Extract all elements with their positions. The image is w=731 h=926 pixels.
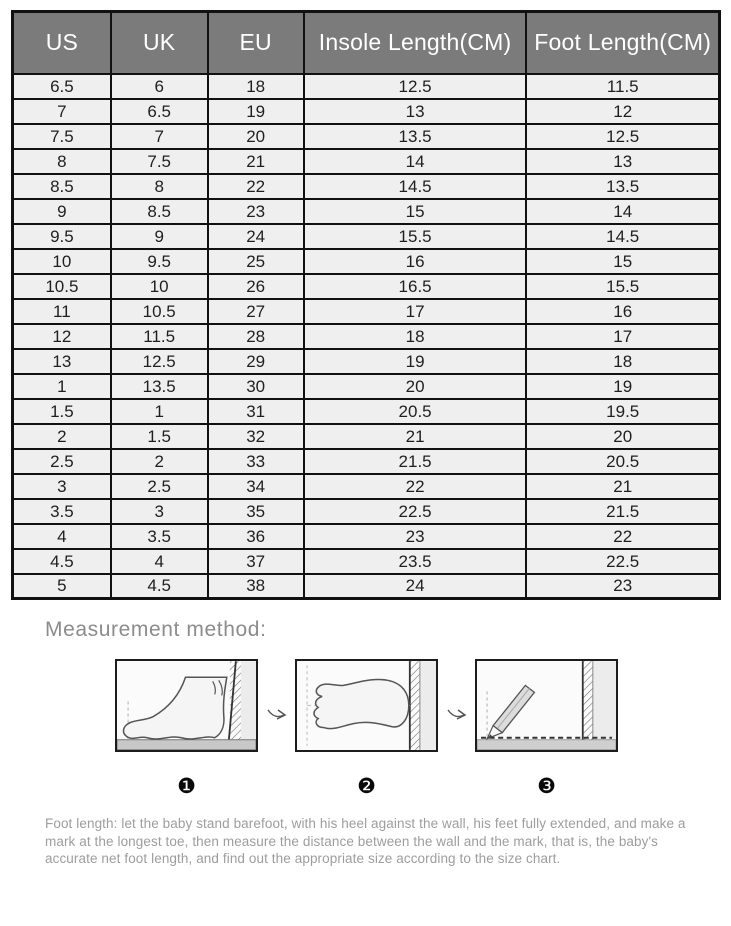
table-cell: 19.5 xyxy=(526,399,719,424)
table-cell: 2 xyxy=(13,424,111,449)
table-cell: 11.5 xyxy=(526,74,719,99)
table-cell: 6.5 xyxy=(13,74,111,99)
table-cell: 15.5 xyxy=(526,274,719,299)
table-cell: 11.5 xyxy=(111,324,208,349)
table-cell: 16 xyxy=(304,249,527,274)
table-cell: 10.5 xyxy=(13,274,111,299)
table-cell: 12 xyxy=(13,324,111,349)
column-header: UK xyxy=(111,12,208,74)
table-row xyxy=(13,124,720,149)
table-cell: 14 xyxy=(526,199,719,224)
table-cell: 37 xyxy=(208,549,304,574)
table-row xyxy=(13,399,720,424)
table-cell: 14 xyxy=(304,149,527,174)
table-cell: 13 xyxy=(526,149,719,174)
table-cell: 14.5 xyxy=(526,224,719,249)
table-cell: 22 xyxy=(208,174,304,199)
table-cell: 35 xyxy=(208,499,304,524)
pencil-icon xyxy=(477,661,616,750)
table-cell: 2 xyxy=(111,449,208,474)
table-cell: 17 xyxy=(526,324,719,349)
table-cell: 22 xyxy=(526,524,719,549)
table-cell: 21 xyxy=(526,474,719,499)
table-row xyxy=(13,224,720,249)
table-cell: 13 xyxy=(304,99,527,124)
table-row xyxy=(13,499,720,524)
measurement-description: Foot length: let the baby stand barefoot, with his heel against the wall, his feet fully extended, and make a mark at the longest toe, then measure the distance between the wall and the mark, that is, the baby's accurate net foot length, and find out the appropriate size according to the size chart. xyxy=(45,816,686,866)
table-cell: 21.5 xyxy=(304,449,527,474)
measurement-steps xyxy=(115,659,731,797)
table-cell: 10 xyxy=(111,274,208,299)
table-cell: 15 xyxy=(304,199,527,224)
table-cell: 20.5 xyxy=(526,449,719,474)
table-cell: 4.5 xyxy=(13,549,111,574)
table-cell: 38 xyxy=(208,574,304,599)
table-cell: 10.5 xyxy=(111,299,208,324)
measurement-method-heading: Measurement method: xyxy=(45,618,267,641)
table-cell: 12 xyxy=(526,99,719,124)
table-header-row xyxy=(13,12,720,74)
measurement-step-2 xyxy=(295,659,438,797)
table-cell: 19 xyxy=(526,374,719,399)
table-cell: 23 xyxy=(526,574,719,599)
table-cell: 12.5 xyxy=(111,349,208,374)
table-cell: 13 xyxy=(13,349,111,374)
next-step-arrow-icon xyxy=(438,707,475,722)
table-cell: 32 xyxy=(208,424,304,449)
table-cell: 7.5 xyxy=(13,124,111,149)
table-cell: 21.5 xyxy=(526,499,719,524)
table-cell: 9.5 xyxy=(13,224,111,249)
table-cell: 30 xyxy=(208,374,304,399)
table-cell: 23 xyxy=(208,199,304,224)
table-row xyxy=(13,549,720,574)
table-cell: 6.5 xyxy=(111,99,208,124)
table-row xyxy=(13,74,720,99)
table-cell: 8.5 xyxy=(13,174,111,199)
table-cell: 1 xyxy=(13,374,111,399)
table-cell: 26 xyxy=(208,274,304,299)
column-header: Foot Length(CM) xyxy=(526,12,719,74)
table-cell: 15.5 xyxy=(304,224,527,249)
step-2-badge: ❷ xyxy=(357,775,376,798)
step-1-badge: ❶ xyxy=(177,775,196,798)
table-row xyxy=(13,474,720,499)
table-cell: 9.5 xyxy=(111,249,208,274)
table-cell: 1.5 xyxy=(13,399,111,424)
next-step-arrow-icon xyxy=(258,707,295,722)
step-3-badge: ❸ xyxy=(537,775,556,798)
table-cell: 20.5 xyxy=(304,399,527,424)
table-cell: 20 xyxy=(526,424,719,449)
table-row xyxy=(13,174,720,199)
table-cell: 1 xyxy=(111,399,208,424)
table-cell: 2.5 xyxy=(13,449,111,474)
table-cell: 3 xyxy=(13,474,111,499)
table-cell: 13.5 xyxy=(111,374,208,399)
table-row xyxy=(13,299,720,324)
measurement-step-3 xyxy=(475,659,618,797)
table-cell: 31 xyxy=(208,399,304,424)
column-header: EU xyxy=(208,12,304,74)
table-cell: 8 xyxy=(111,174,208,199)
table-cell: 18 xyxy=(304,324,527,349)
table-cell: 7.5 xyxy=(111,149,208,174)
table-cell: 1.5 xyxy=(111,424,208,449)
table-cell: 18 xyxy=(208,74,304,99)
table-cell: 3.5 xyxy=(13,499,111,524)
table-row xyxy=(13,274,720,299)
table-cell: 4.5 xyxy=(111,574,208,599)
table-cell: 21 xyxy=(304,424,527,449)
table-row xyxy=(13,324,720,349)
table-cell: 5 xyxy=(13,574,111,599)
table-cell: 23.5 xyxy=(304,549,527,574)
pencil-mark-illustration xyxy=(475,659,618,752)
foot-side-view-illustration xyxy=(115,659,258,752)
table-cell: 20 xyxy=(208,124,304,149)
table-cell: 16.5 xyxy=(304,274,527,299)
table-cell: 28 xyxy=(208,324,304,349)
measurement-step-1 xyxy=(115,659,258,797)
foot-top-view-illustration xyxy=(295,659,438,752)
table-cell: 3 xyxy=(111,499,208,524)
table-cell: 13.5 xyxy=(304,124,527,149)
table-cell: 36 xyxy=(208,524,304,549)
table-cell: 20 xyxy=(304,374,527,399)
foot-side-view-icon xyxy=(117,661,256,750)
table-row xyxy=(13,574,720,599)
table-cell: 12.5 xyxy=(304,74,527,99)
table-cell: 2.5 xyxy=(111,474,208,499)
table-cell: 23 xyxy=(304,524,527,549)
table-row xyxy=(13,374,720,399)
table-cell: 29 xyxy=(208,349,304,374)
table-cell: 24 xyxy=(304,574,527,599)
table-cell: 4 xyxy=(13,524,111,549)
table-cell: 9 xyxy=(111,224,208,249)
table-cell: 22 xyxy=(304,474,527,499)
table-cell: 14.5 xyxy=(304,174,527,199)
size-table xyxy=(11,10,721,600)
table-cell: 33 xyxy=(208,449,304,474)
table-cell: 16 xyxy=(526,299,719,324)
table-cell: 18 xyxy=(526,349,719,374)
table-cell: 21 xyxy=(208,149,304,174)
table-cell: 12.5 xyxy=(526,124,719,149)
table-row xyxy=(13,424,720,449)
table-cell: 3.5 xyxy=(111,524,208,549)
table-row xyxy=(13,249,720,274)
size-table-body xyxy=(13,74,720,599)
table-cell: 22.5 xyxy=(526,549,719,574)
table-cell: 11 xyxy=(13,299,111,324)
table-cell: 25 xyxy=(208,249,304,274)
table-cell: 9 xyxy=(13,199,111,224)
table-cell: 17 xyxy=(304,299,527,324)
table-cell: 8.5 xyxy=(111,199,208,224)
table-cell: 15 xyxy=(526,249,719,274)
foot-top-view-icon xyxy=(297,661,436,750)
table-cell: 6 xyxy=(111,74,208,99)
column-header: US xyxy=(13,12,111,74)
table-cell: 19 xyxy=(304,349,527,374)
column-header: Insole Length(CM) xyxy=(304,12,527,74)
table-row xyxy=(13,349,720,374)
table-cell: 13.5 xyxy=(526,174,719,199)
table-cell: 34 xyxy=(208,474,304,499)
table-cell: 8 xyxy=(13,149,111,174)
table-row xyxy=(13,99,720,124)
table-cell: 7 xyxy=(13,99,111,124)
table-cell: 27 xyxy=(208,299,304,324)
table-cell: 22.5 xyxy=(304,499,527,524)
table-row xyxy=(13,149,720,174)
table-cell: 7 xyxy=(111,124,208,149)
page xyxy=(0,10,731,926)
table-cell: 19 xyxy=(208,99,304,124)
table-row xyxy=(13,199,720,224)
table-cell: 4 xyxy=(111,549,208,574)
table-row xyxy=(13,449,720,474)
table-cell: 24 xyxy=(208,224,304,249)
table-row xyxy=(13,524,720,549)
table-cell: 10 xyxy=(13,249,111,274)
